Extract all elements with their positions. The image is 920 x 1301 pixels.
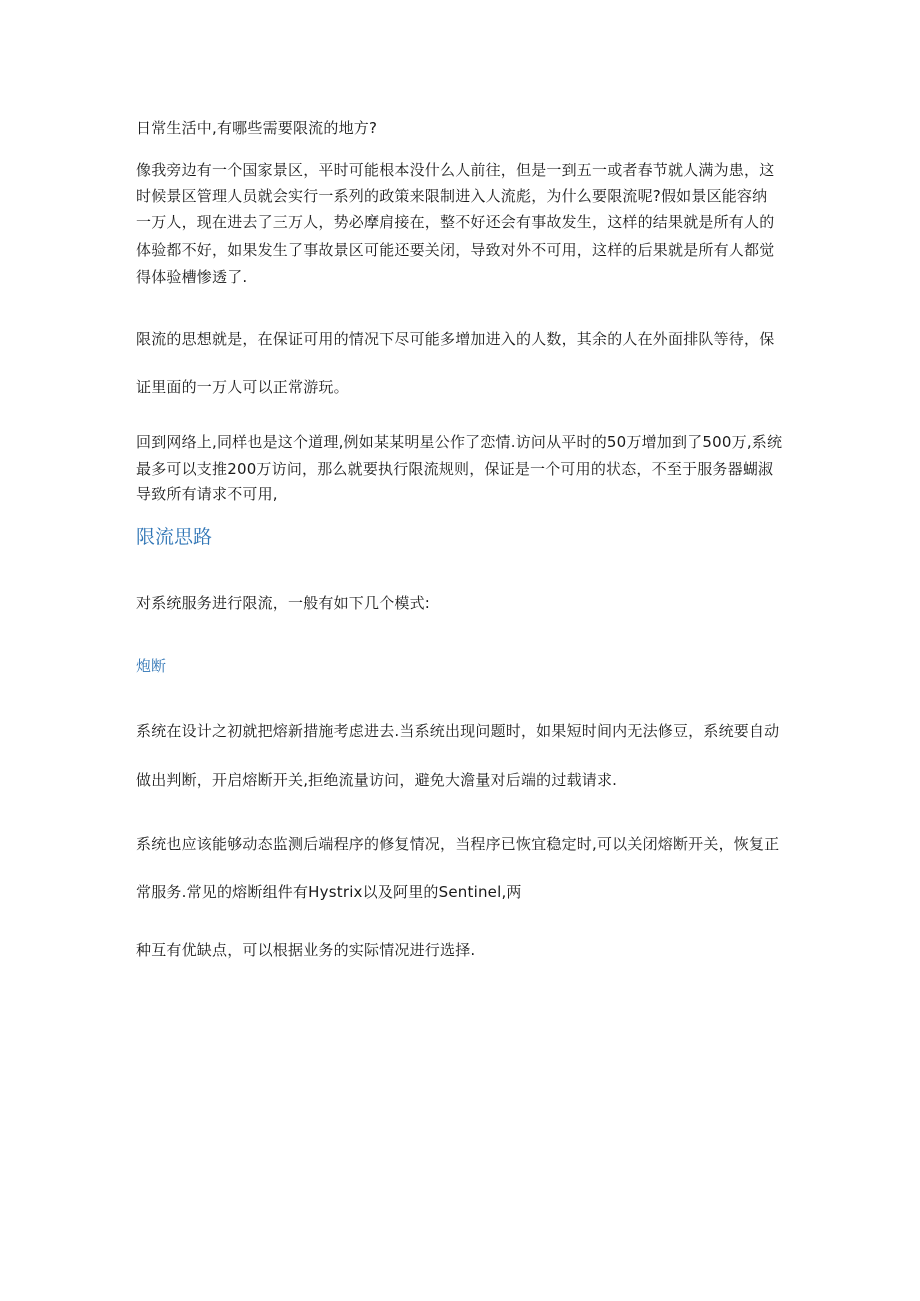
- paragraph-4-line-1: 系统在设计之初就把熔新措施考虑进去.当系统出现问题时，如果短时间内无法修豆，系统要自动: [136, 722, 780, 740]
- sub-heading: 炮断: [136, 657, 167, 675]
- paragraph-1-line-2: 时候景区管理人员就会实行一系列的政策来限制进入人流彪，为什么要限流呢?假如景区能容纳: [136, 187, 768, 205]
- paragraph-5-line-3: 种互有优缺点，可以根据业务的实际情况进行选择.: [136, 941, 476, 959]
- paragraph-1-line-5: 得体验槽惨透了.: [136, 268, 248, 286]
- paragraph-1-line-3: 一万人，现在进去了三万人，势必摩肩接在，整不好还会有事故发生，这样的结果就是所有人的: [136, 213, 775, 231]
- paragraph-4-line-2: 做出判断，开启熔断开关,拒绝流量访问，避免大澹量对后端的过载请求.: [136, 771, 618, 789]
- section-heading: 限流思路: [136, 526, 213, 548]
- paragraph-3-line-3: 导致所有请求不可用,: [136, 485, 278, 503]
- paragraph-2-line-1: 限流的思想就是，在保证可用的情况下尽可能多增加进入的人数，其余的人在外面排队等待，保: [136, 330, 775, 348]
- intro-question: 日常生活中,有哪些需要限流的地方?: [136, 119, 378, 137]
- paragraph-1-line-4: 体验都不好，如果发生了事故景区可能还要关闭，导致对外不可用，这样的后果就是所有人都觉: [136, 241, 775, 259]
- paragraph-2-line-2: 证里面的一万人可以正常游玩。: [136, 378, 349, 396]
- paragraph-5-line-1: 系统也应该能够动态监测后端程序的修复情况，当程序已恢宜稳定时,可以关闭熔断开关，恢复正: [136, 835, 780, 853]
- paragraph-3-line-1: 回到网络上,同样也是这个道理,例如某某明星公作了恋情.访问从平时的50万增加到了500万,系统: [136, 433, 783, 451]
- paragraph-1-line-1: 像我旁边有一个国家景区，平时可能根本没什么人前往，但是一到五一或者春节就人满为患，这: [136, 161, 775, 179]
- modes-intro: 对系统服务进行限流，一般有如下几个模式:: [136, 594, 431, 612]
- paragraph-3-line-2: 最多可以支推200万访问，那么就要执行限流规则，保证是一个可用的状态，不至于服务器蝴淑: [136, 460, 774, 478]
- paragraph-5-line-2: 常服务.常见的熔断组件有Hystrix以及阿里的Sentinel,两: [136, 883, 522, 901]
